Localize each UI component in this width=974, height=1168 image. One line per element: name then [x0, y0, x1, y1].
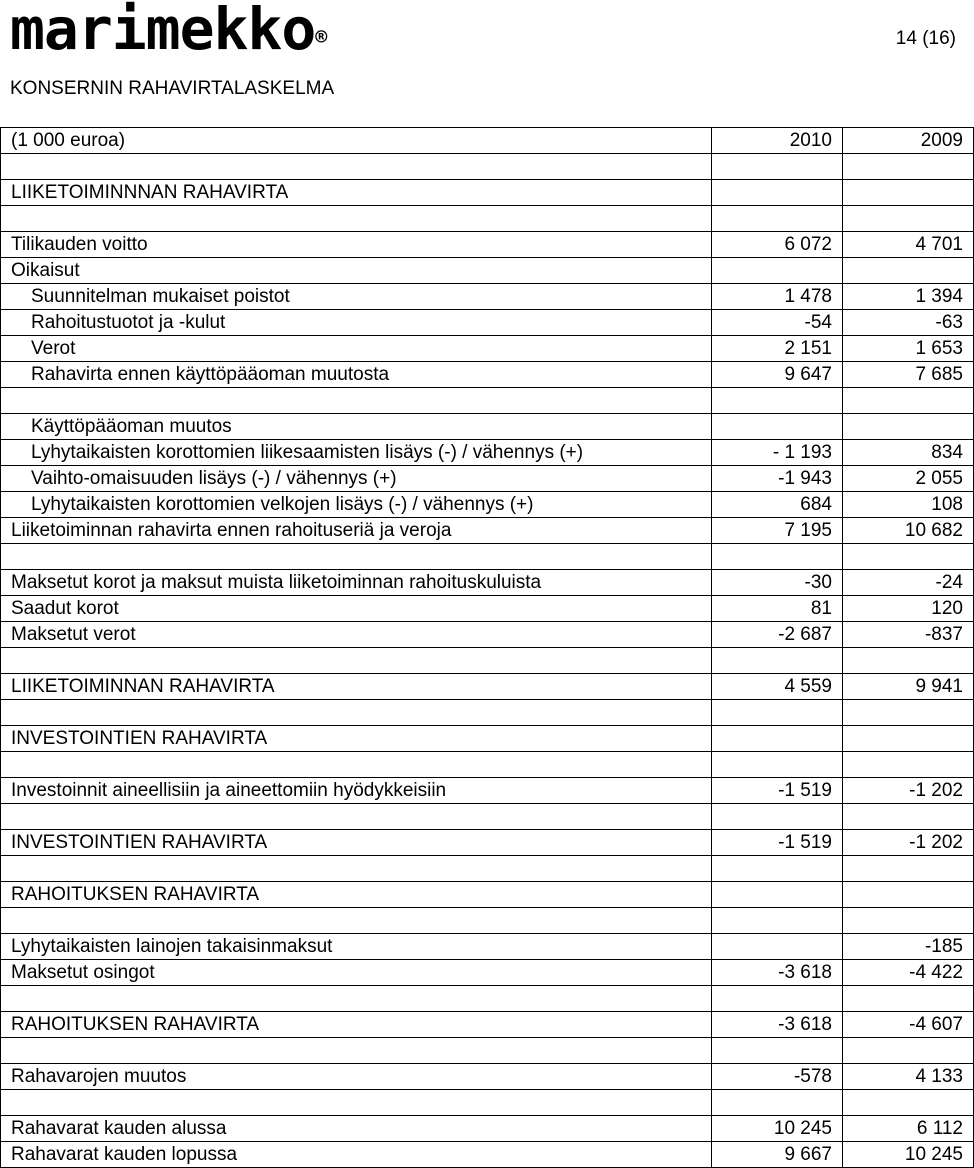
value-2009	[843, 206, 974, 232]
value-2009: 2009	[843, 128, 974, 154]
value-2010: 684	[712, 492, 843, 518]
value-2010: 6 072	[712, 232, 843, 258]
value-2009: 7 685	[843, 362, 974, 388]
row-label: Verot	[1, 336, 712, 362]
value-2010: 9 667	[712, 1142, 843, 1168]
row-label	[1, 986, 712, 1012]
row-label	[1, 544, 712, 570]
row-label	[1, 648, 712, 674]
value-2009	[843, 882, 974, 908]
value-2009	[843, 1038, 974, 1064]
table-row	[1, 856, 974, 882]
table-row	[1, 440, 974, 466]
row-label: Rahavirta ennen käyttöpääoman muutosta	[1, 362, 712, 388]
row-label: Lyhytaikaisten korottomien velkojen lisäys (-) / vähennys (+)	[1, 492, 712, 518]
table-row	[1, 284, 974, 310]
value-2009: 1 394	[843, 284, 974, 310]
row-label: Tilikauden voitto	[1, 232, 712, 258]
value-2009: 120	[843, 596, 974, 622]
value-2009	[843, 856, 974, 882]
table-row	[1, 674, 974, 700]
value-2010	[712, 934, 843, 960]
row-label: LIIKETOIMINNAN RAHAVIRTA	[1, 674, 712, 700]
value-2010	[712, 1090, 843, 1116]
table-row	[1, 986, 974, 1012]
cash-flow-table-body	[1, 128, 974, 1168]
value-2010: 9 647	[712, 362, 843, 388]
table-row	[1, 908, 974, 934]
table-row	[1, 700, 974, 726]
value-2009: 2 055	[843, 466, 974, 492]
value-2010: -1 943	[712, 466, 843, 492]
value-2010	[712, 726, 843, 752]
value-2009	[843, 648, 974, 674]
table-row	[1, 258, 974, 284]
value-2009: -4 607	[843, 1012, 974, 1038]
value-2010: 2 151	[712, 336, 843, 362]
table-row	[1, 752, 974, 778]
value-2009: 1 653	[843, 336, 974, 362]
row-label: RAHOITUKSEN RAHAVIRTA	[1, 1012, 712, 1038]
table-row	[1, 492, 974, 518]
value-2009: -24	[843, 570, 974, 596]
value-2010	[712, 154, 843, 180]
row-label	[1, 908, 712, 934]
table-row	[1, 544, 974, 570]
value-2009	[843, 154, 974, 180]
document-title: KONSERNIN RAHAVIRTALASKELMA	[10, 78, 335, 99]
value-2010: -30	[712, 570, 843, 596]
row-label: Vaihto-omaisuuden lisäys (-) / vähennys (+)	[1, 466, 712, 492]
row-label	[1, 856, 712, 882]
value-2010	[712, 908, 843, 934]
value-2009	[843, 986, 974, 1012]
value-2010	[712, 882, 843, 908]
row-label: INVESTOINTIEN RAHAVIRTA	[1, 726, 712, 752]
value-2010: -1 519	[712, 830, 843, 856]
row-label: Lyhytaikaisten korottomien liikesaamisten lisäys (-) / vähennys (+)	[1, 440, 712, 466]
row-label	[1, 1038, 712, 1064]
table-row	[1, 882, 974, 908]
row-label: RAHOITUKSEN RAHAVIRTA	[1, 882, 712, 908]
row-label: Maksetut korot ja maksut muista liiketoiminnan rahoituskuluista	[1, 570, 712, 596]
value-2010	[712, 180, 843, 206]
table-row	[1, 362, 974, 388]
value-2009: 10 245	[843, 1142, 974, 1168]
row-label: Liiketoiminnan rahavirta ennen rahoituseriä ja veroja	[1, 518, 712, 544]
value-2010: -2 687	[712, 622, 843, 648]
table-row	[1, 388, 974, 414]
row-label: Maksetut verot	[1, 622, 712, 648]
table-row	[1, 336, 974, 362]
row-label	[1, 388, 712, 414]
value-2009	[843, 414, 974, 440]
value-2009: 9 941	[843, 674, 974, 700]
table-row	[1, 934, 974, 960]
value-2010	[712, 544, 843, 570]
page-number: 14 (16)	[895, 28, 956, 49]
row-label: Saadut korot	[1, 596, 712, 622]
value-2009	[843, 388, 974, 414]
row-label: Investoinnit aineellisiin ja aineettomiin hyödykkeisiin	[1, 778, 712, 804]
value-2009: 108	[843, 492, 974, 518]
value-2009: -4 422	[843, 960, 974, 986]
value-2010	[712, 752, 843, 778]
row-label: (1 000 euroa)	[1, 128, 712, 154]
value-2010	[712, 700, 843, 726]
row-label: Rahavarat kauden alussa	[1, 1116, 712, 1142]
value-2010: -1 519	[712, 778, 843, 804]
table-row	[1, 1012, 974, 1038]
row-label: Rahavarojen muutos	[1, 1064, 712, 1090]
table-row	[1, 414, 974, 440]
row-label: Maksetut osingot	[1, 960, 712, 986]
value-2010: -3 618	[712, 1012, 843, 1038]
value-2009: -1 202	[843, 830, 974, 856]
value-2009	[843, 726, 974, 752]
table-row	[1, 518, 974, 544]
table-row	[1, 466, 974, 492]
value-2009: 834	[843, 440, 974, 466]
value-2009: 10 682	[843, 518, 974, 544]
row-label	[1, 154, 712, 180]
value-2009: -63	[843, 310, 974, 336]
table-row	[1, 596, 974, 622]
table-row	[1, 232, 974, 258]
table-row	[1, 804, 974, 830]
row-label: Käyttöpääoman muutos	[1, 414, 712, 440]
value-2010	[712, 258, 843, 284]
value-2009: 4 701	[843, 232, 974, 258]
value-2010: 2010	[712, 128, 843, 154]
value-2010: 4 559	[712, 674, 843, 700]
value-2010: -54	[712, 310, 843, 336]
value-2010	[712, 648, 843, 674]
table-row	[1, 570, 974, 596]
table-row	[1, 726, 974, 752]
value-2010	[712, 804, 843, 830]
value-2010: 81	[712, 596, 843, 622]
value-2010	[712, 388, 843, 414]
row-label	[1, 1090, 712, 1116]
table-row	[1, 206, 974, 232]
value-2009	[843, 180, 974, 206]
table-row	[1, 1038, 974, 1064]
value-2009: -1 202	[843, 778, 974, 804]
marimekko-logo	[10, 0, 326, 64]
table-row	[1, 128, 974, 154]
value-2009: -837	[843, 622, 974, 648]
table-row	[1, 960, 974, 986]
table-row	[1, 778, 974, 804]
value-2010	[712, 206, 843, 232]
value-2010: -578	[712, 1064, 843, 1090]
table-row	[1, 1116, 974, 1142]
value-2009: -185	[843, 934, 974, 960]
row-label	[1, 804, 712, 830]
value-2009: 6 112	[843, 1116, 974, 1142]
table-row	[1, 1142, 974, 1168]
value-2010: 7 195	[712, 518, 843, 544]
row-label: Lyhytaikaisten lainojen takaisinmaksut	[1, 934, 712, 960]
table-row	[1, 180, 974, 206]
table-row	[1, 310, 974, 336]
table-row	[1, 1090, 974, 1116]
value-2010	[712, 1038, 843, 1064]
table-row	[1, 622, 974, 648]
table-row	[1, 830, 974, 856]
value-2009	[843, 804, 974, 830]
table-row	[1, 1064, 974, 1090]
value-2009: 4 133	[843, 1064, 974, 1090]
row-label: Oikaisut	[1, 258, 712, 284]
row-label: Rahoitustuotot ja -kulut	[1, 310, 712, 336]
cash-flow-table	[0, 127, 974, 1168]
row-label	[1, 700, 712, 726]
row-label: Rahavarat kauden lopussa	[1, 1142, 712, 1168]
row-label	[1, 206, 712, 232]
value-2009	[843, 700, 974, 726]
row-label: Suunnitelman mukaiset poistot	[1, 284, 712, 310]
value-2009	[843, 258, 974, 284]
value-2010	[712, 414, 843, 440]
value-2010: - 1 193	[712, 440, 843, 466]
value-2010: 1 478	[712, 284, 843, 310]
registered-mark: ®	[315, 25, 327, 49]
value-2009	[843, 1090, 974, 1116]
value-2009	[843, 544, 974, 570]
value-2009	[843, 752, 974, 778]
value-2010: -3 618	[712, 960, 843, 986]
value-2010: 10 245	[712, 1116, 843, 1142]
row-label: INVESTOINTIEN RAHAVIRTA	[1, 830, 712, 856]
value-2010	[712, 856, 843, 882]
value-2009	[843, 908, 974, 934]
logo-text: marimekko	[10, 0, 316, 63]
value-2010	[712, 986, 843, 1012]
row-label: LIIKETOIMINNNAN RAHAVIRTA	[1, 180, 712, 206]
row-label	[1, 752, 712, 778]
table-row	[1, 648, 974, 674]
table-row	[1, 154, 974, 180]
